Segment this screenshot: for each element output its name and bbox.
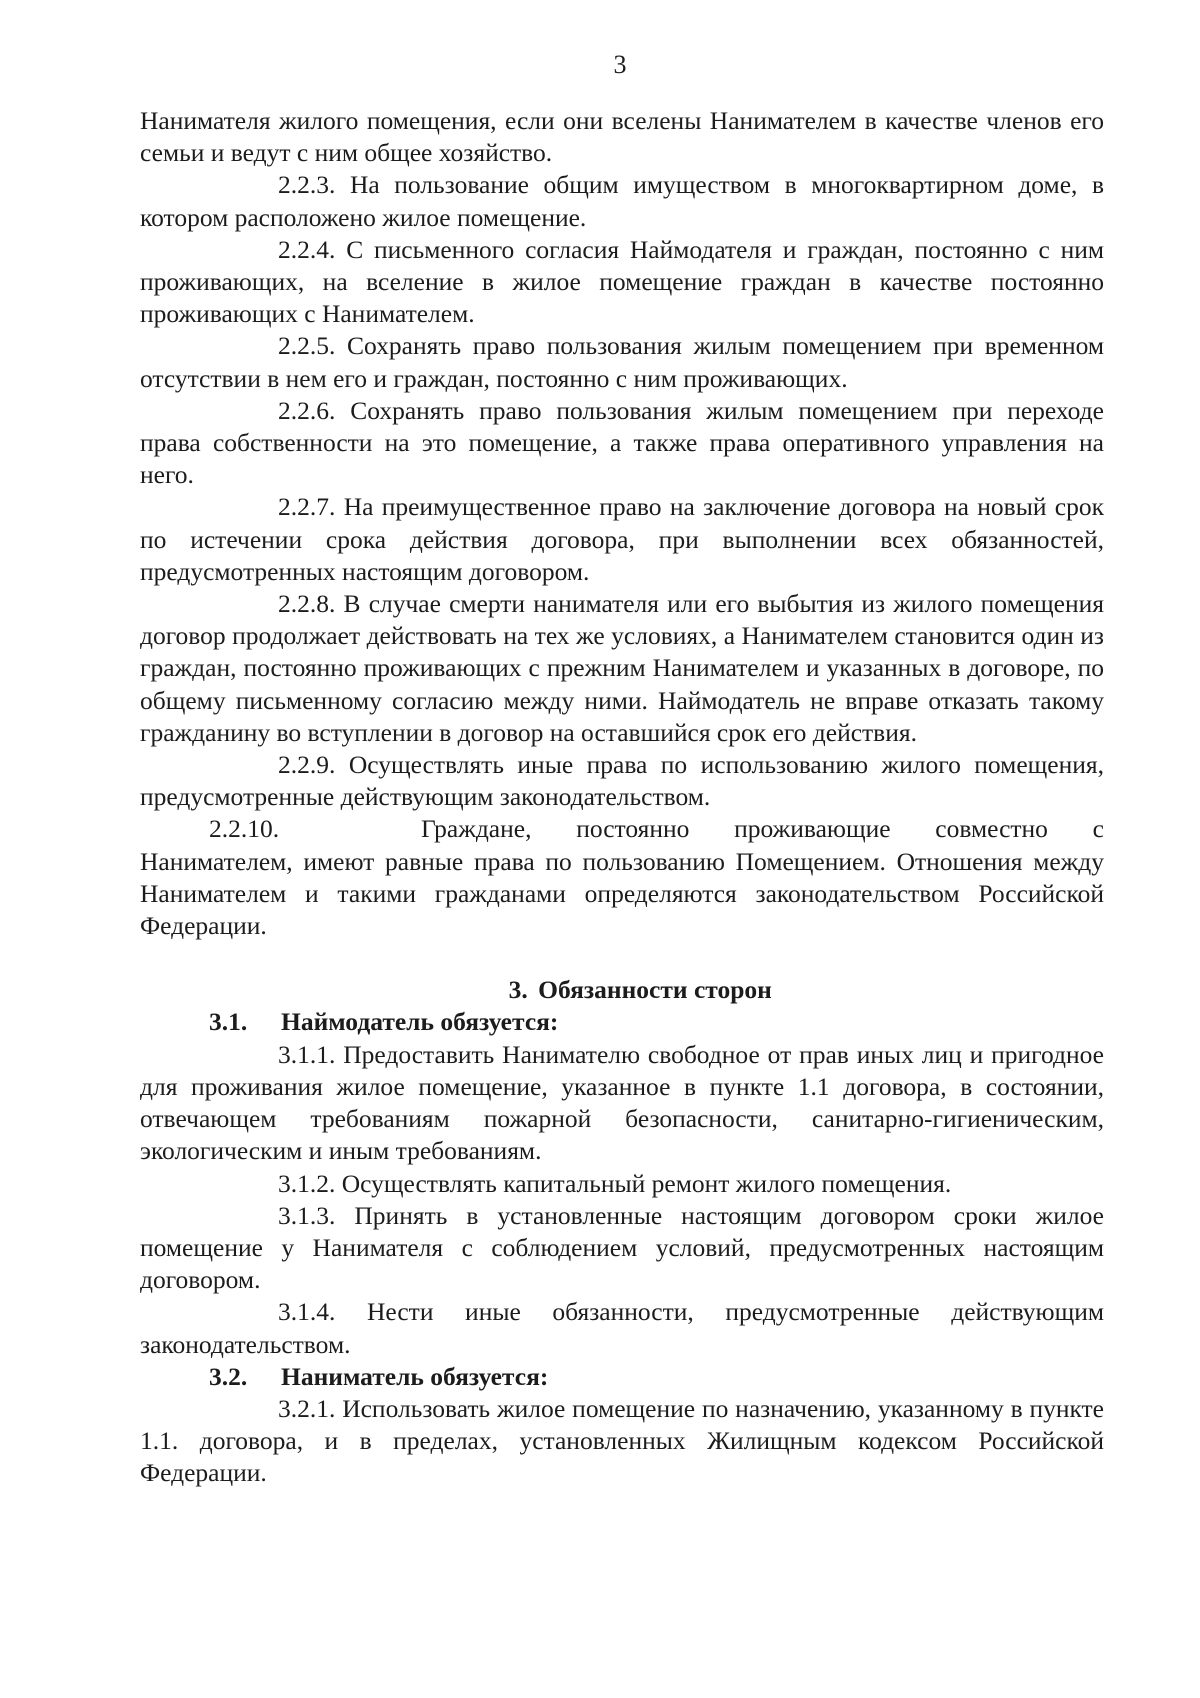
section-heading bbox=[140, 974, 1104, 1006]
section-title: Обязанности сторон bbox=[538, 975, 772, 1005]
clause-text: Принять в установленные настоящим договором сроки жилое помещение у Нанимателя с соблюдением условий, предусмотренных настоящим договором. bbox=[140, 1200, 1104, 1295]
page-number: 3 bbox=[613, 50, 627, 79]
clause-2-2-3 bbox=[140, 169, 1104, 233]
clause-2-2-5 bbox=[140, 330, 1104, 394]
subsection-heading-tenant bbox=[140, 1361, 1104, 1393]
subsection-number: 3.2. bbox=[209, 1361, 248, 1391]
paragraph-text: Нанимателя жилого помещения, если они вселены Нанимателем в качестве членов его семьи и ведут с ним общее хозяйство. bbox=[140, 106, 1104, 168]
clause-text: На преимущественное право на заключение договора на новый срок по истечении срока действия договора, при выполнении всех обязанностей, предусмотренных настоящим договором. bbox=[140, 492, 1105, 586]
paragraph-continuation bbox=[140, 105, 1104, 169]
clause-3-2-1 bbox=[140, 1393, 1104, 1490]
clause-number: 2.2.4. bbox=[278, 234, 336, 264]
clause-text: Нести иные обязанности, предусмотренные действующим законодательством. bbox=[140, 1297, 1105, 1359]
clause-number: 2.2.9. bbox=[278, 750, 336, 780]
clause-number: 3.1.2. bbox=[278, 1168, 336, 1198]
clause-text: Осуществлять иные права по использованию жилого помещения, предусмотренные действующим законодательством. bbox=[140, 750, 1104, 812]
clause-number: 2.2.5. bbox=[278, 331, 336, 361]
clause-2-2-4 bbox=[140, 234, 1104, 331]
clause-number: 3.2.1. bbox=[278, 1393, 336, 1423]
clause-number: 2.2.10. bbox=[209, 814, 280, 844]
clause-2-2-7 bbox=[140, 491, 1104, 588]
clause-number: 2.2.3. bbox=[278, 170, 336, 200]
clause-2-2-10 bbox=[140, 813, 1104, 942]
clause-number: 2.2.6. bbox=[278, 395, 336, 425]
clause-text: Граждане, постоянно проживающие совместно с Нанимателем, имеют равные права по пользованию Помещением. Отношения между Нанимателем и такими гражданами определяются законодательством Российской Федерации. bbox=[140, 814, 1104, 941]
subsection-title: Наймодатель обязуется: bbox=[281, 1007, 559, 1037]
clause-number: 3.1.3. bbox=[278, 1200, 336, 1230]
subsection-heading-landlord bbox=[140, 1006, 1104, 1038]
document-body bbox=[140, 105, 1104, 1490]
clause-text: Предоставить Нанимателю свободное от прав иных лиц и пригодное для проживания жилое помещение, указанное в пункте 1.1 договора, в состоянии, отвечающем требованиям пожарной безопасности, санитарно-гигиеническим, экологическим и иным требованиям. bbox=[140, 1039, 1104, 1166]
subsection-title: Наниматель обязуется: bbox=[281, 1361, 549, 1391]
clause-text: С письменного согласия Наймодателя и граждан, постоянно с ним проживающих, на вселение в жилое помещение граждан в качестве постоянно проживающих с Нанимателем. bbox=[140, 234, 1105, 329]
clause-text: Сохранять право пользования жилым помещением при временном отсутствии в нем его и граждан, постоянно с ним проживающих. bbox=[140, 331, 1104, 393]
clause-number: 3.1.1. bbox=[278, 1039, 336, 1069]
section-number: 3. bbox=[508, 975, 528, 1005]
clause-3-1-1 bbox=[140, 1039, 1104, 1168]
clause-2-2-8 bbox=[140, 588, 1104, 749]
clause-2-2-6 bbox=[140, 395, 1104, 492]
clause-text: В случае смерти нанимателя или его выбытия из жилого помещения договор продолжает действовать на тех же условиях, а Нанимателем становится один из граждан, постоянно проживающих с прежним Нанимателем и указанных в договоре, по общему письменному согласию между ними. Наймодатель не вправе отказать такому гражданину во вступлении в договор на оставшийся срок его действия. bbox=[140, 589, 1104, 747]
clause-2-2-9 bbox=[140, 749, 1104, 813]
clause-3-1-4 bbox=[140, 1296, 1104, 1360]
clause-number: 2.2.8. bbox=[278, 589, 336, 619]
clause-number: 3.1.4. bbox=[278, 1297, 336, 1327]
clause-text: Использовать жилое помещение по назначению, указанному в пункте 1.1. договора, и в пределах, установленных Жилищным кодексом Российской Федерации. bbox=[140, 1393, 1104, 1488]
clause-text: На пользование общим имуществом в многоквартирном доме, в котором расположено жилое помещение. bbox=[140, 170, 1104, 232]
clause-3-1-2 bbox=[140, 1168, 1104, 1200]
clause-text: Осуществлять капитальный ремонт жилого помещения. bbox=[341, 1168, 952, 1198]
subsection-number: 3.1. bbox=[209, 1007, 248, 1037]
clause-text: Сохранять право пользования жилым помещением при переходе права собственности на это помещение, а также права оперативного управления на него. bbox=[140, 395, 1104, 490]
clause-3-1-3 bbox=[140, 1200, 1104, 1297]
clause-number: 2.2.7. bbox=[278, 492, 336, 522]
